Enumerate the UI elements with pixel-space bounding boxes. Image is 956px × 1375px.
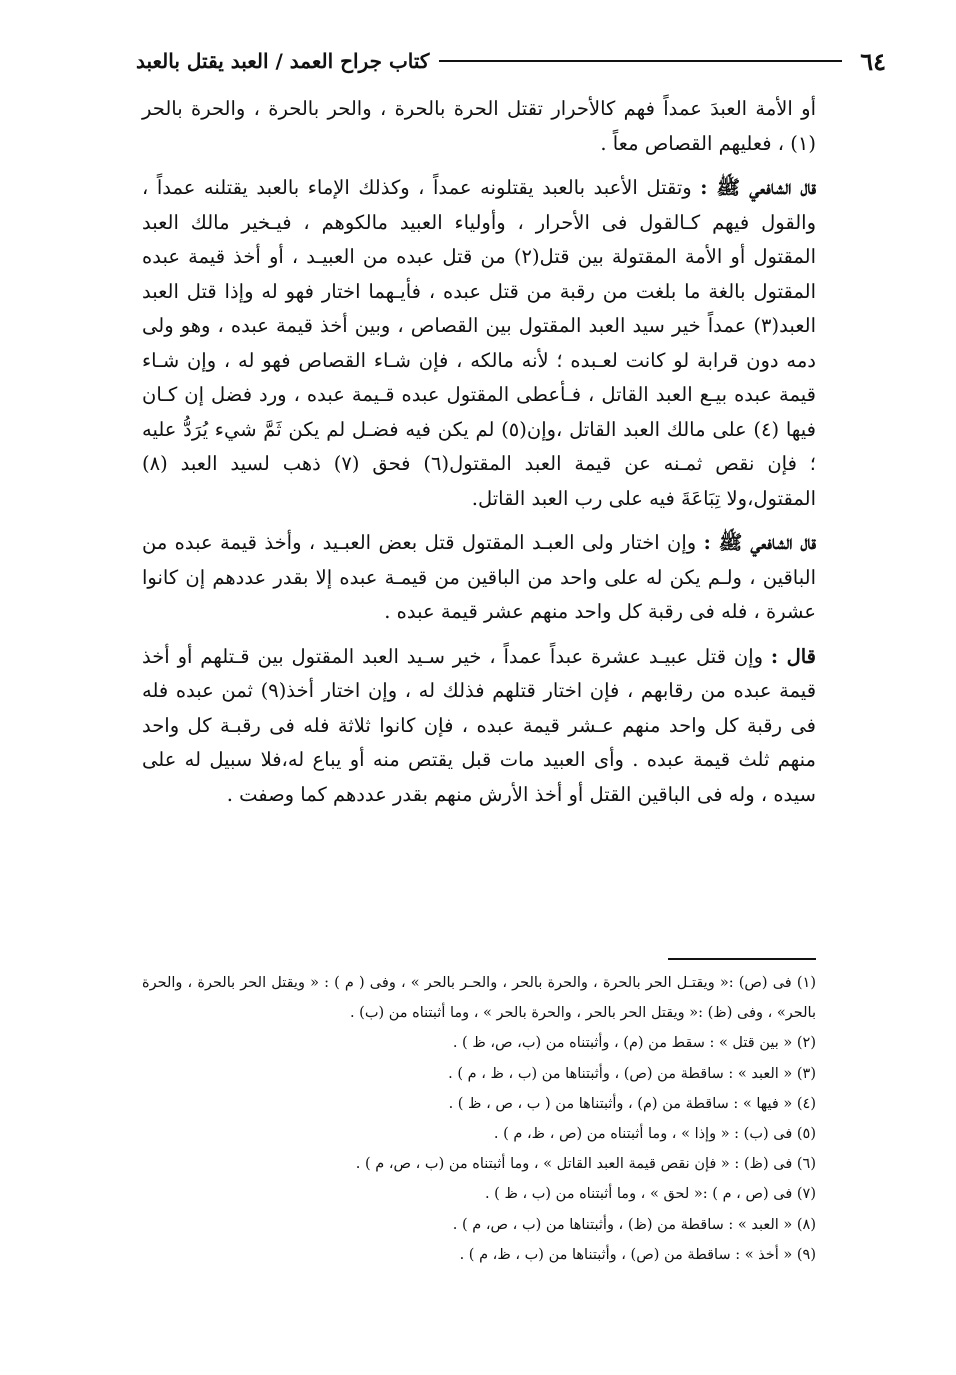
paragraph-text: أو الأمة العبدَ عمداً فهم كالأحرار تقتل الحرة بالحرة ، والحر بالحرة ، والحرة بالحر (١) ، فعليهم القصاص معاً . (142, 97, 816, 155)
running-header (136, 44, 886, 78)
footnote: (٩) « أخذ » : ساقطة من (ص) ، وأثبتناها من (ب ، ظ، م ) . (459, 1246, 816, 1263)
paragraph (142, 92, 816, 161)
speaker-label: قال الشافعي ﷺ : (703, 531, 817, 554)
header-rule (439, 60, 842, 62)
footnote: (١) فى (ص) :« ويقتـل الحر بالحرة ، والحرة بالحر ، والحـر بالحر » ، وفى ( م ) : « ويقتل الحر بالحرة ، والحرة بالحر» ، وفى (ظ) :« ويقتل الحر بالحر ، والحرة بالحر » ، وما أثبتناه من (ب) . (142, 975, 816, 1022)
paragraph (142, 171, 816, 516)
footnote: (٨) « العبد » : ساقطة من (ظ) ، وأثبتناها من (ب ، ص، م ) . (452, 1216, 816, 1233)
footnote: (٥) فى (ب) : « وإذا » ، وما أثبتناه من (ص ، ظ، م ) . (493, 1126, 816, 1143)
page-number: ٦٤ (860, 46, 886, 76)
paragraph-text: وإن قتل عبيـد عشرة عبداً عمداً ، خير سـيد العبد المقتول بين قـتلهم أو أخذ قيمة عبده من رقابهم ، فإن اختار قتلهم فذلك له ، وإن اختار أخذ(٩) ثمن عبده فله فى رقبة كل واحد منهم عـشر قيمة عبده ، فإن كانوا ثلاثة فله فى رقبـة كل واحد منهم ثلث قيمة عبده . وأى العبيد مات قبل يقتص منه أو يباع له،فلا سبيل له على سيده ، وله فى الباقين القتل أو أخذ الأرش منهم بقدر عددهم كما وصفت . (142, 644, 817, 806)
footnote: (٦) فى (ظ) : « فإن نقص قيمة العبد القاتل » ، وما أثبتناه من (ب ، ص، م ) . (355, 1156, 816, 1173)
paragraph-text: وإن اختار ولى العبـد المقتول قتل بعض العبـيد ، وأخذ قيمة عبده من الباقين ، ولـم يكن له على واحد من الباقين من قيمـة عبده إلا بقدر عددهم إن كانوا عشرة ، فله فى رقبة كل واحد منهم عشر قيمة عبده . (142, 531, 816, 623)
speaker-label: قال : (770, 644, 817, 668)
speaker-label: قال الشافعي ﷺ : (700, 176, 817, 199)
paragraph (142, 526, 816, 630)
paragraph-text: وتقتل الأعبد بالعبد يقتلونه عمداً ، وكذلك الإماء بالعبد يقتلنه عمداً ، والقول فيهم كـالقول فى الأحرار ، وأولياء العبيد مالكوهم ، فيـخير مالك العبد المقتول أو الأمة المقتولة بين قتل(٢) من قتل عبده من العبيـد ، أو أخذ قيمة عبده المقتول بالغة ما بلغت من رقبة من قتل عبده ، فأيـهما اختار فهو له وإذا قتل العبد العبد(٣) عمداً خير سيد العبد المقتول بين القصاص ، وبين أخذ قيمة عبده ، وهو ولى دمه دون قرابة لو كانت لعـبده ؛ لأنه مالكه ، فإن شـاء القصاص فهو له ، وإن شـاء قيمة عبده بيـع العبد القاتل ، فـأعطى المقتول عبده قـيمة عبده ، ورد فضل إن كـان فيها (٤) على مالك العبد القاتل ،وإن(٥) لم يكن فيه فضـل لم يكن ثَمَّ شيء يُرَدُّ عليه ؛ فإن نقص ثمـنه عن قيمة العبد المقتول(٦) فحق (٧) ذهب لسيد العبد (٨) المقتول،ولا تِبَاعَةَ فيه على رب العبد القاتل. (142, 176, 816, 510)
footnote: (٢) « بين قتل » : سقط من (م) ، وأثبتناه من (ب، ص، ظ ) . (452, 1035, 816, 1052)
footnote: (٣) « العبد » : ساقطة من (ص) ، وأثبتناها من (ب ، ظ ، م ) . (448, 1065, 816, 1082)
chapter-title: كتاب جراح العمد / العبد يقتل بالعبد (136, 49, 430, 73)
main-text (142, 92, 816, 822)
footnote: (٤) « فيها » : ساقطة من (م) ، وأثبتناها من ( ب ، ص ، ظ ) . (448, 1095, 816, 1112)
footnote-separator (668, 958, 816, 960)
footnotes (142, 968, 816, 1270)
paragraph (142, 640, 816, 813)
footnote: (٧) فى (ص ، م ) :« لحق » ، وما أثبتناه من (ب ، ظ ) . (484, 1186, 816, 1203)
